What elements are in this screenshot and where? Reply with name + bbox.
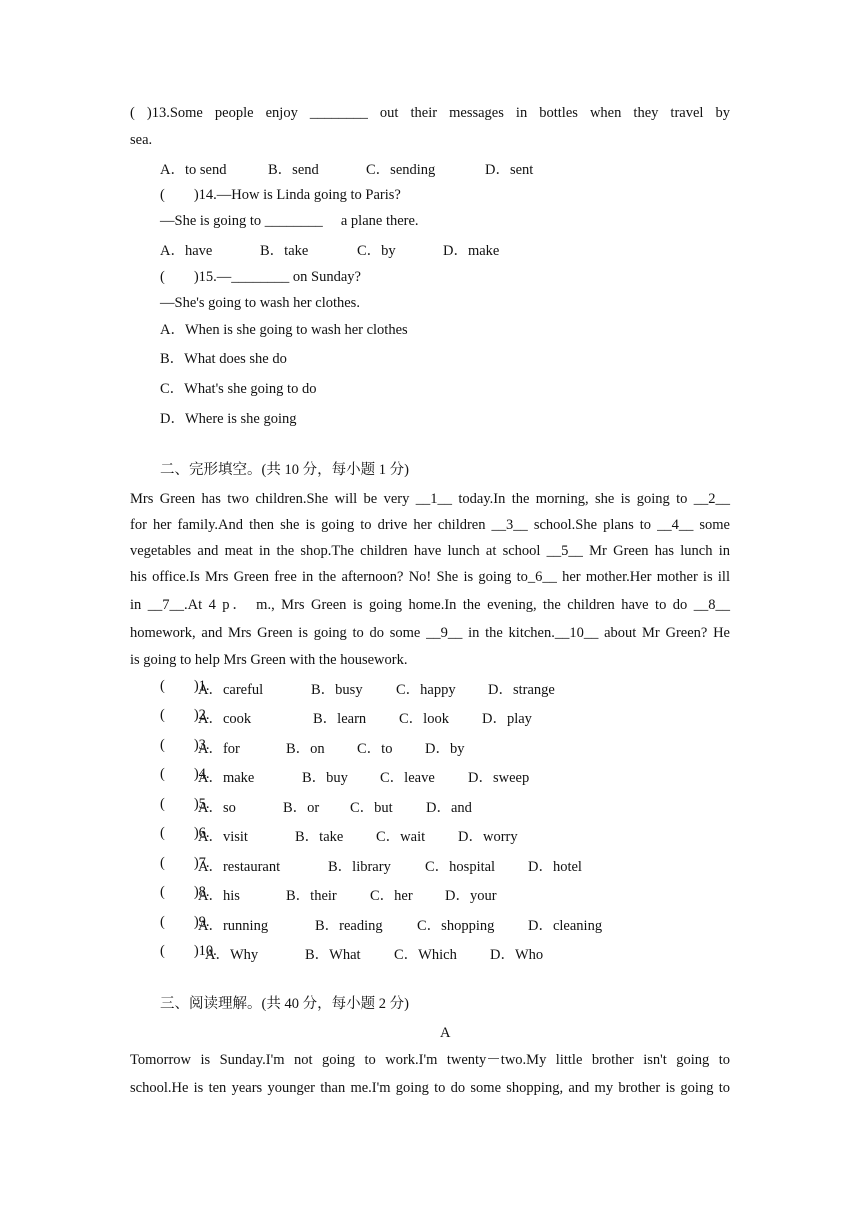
question-14-stem: ( )14.—How is Linda going to Paris? bbox=[160, 187, 401, 203]
option-a: A．for bbox=[198, 741, 240, 757]
passage-title: A bbox=[440, 1025, 451, 1041]
option-c: C．by bbox=[357, 243, 396, 259]
option-b: B．send bbox=[268, 162, 319, 178]
passage-line: is going to help Mrs Green with the housework. bbox=[130, 652, 408, 668]
question-number: ( )8. bbox=[160, 884, 210, 900]
question-number: ( )2. bbox=[160, 707, 210, 723]
option-d: D．hotel bbox=[528, 859, 582, 875]
section-2-heading: 二、完形填空。(共 10 分，每小题 1 分) bbox=[160, 462, 409, 478]
question-number: ( )3. bbox=[160, 737, 210, 753]
question-number: ( )7. bbox=[160, 855, 210, 871]
option-d: D．make bbox=[443, 243, 500, 259]
option-b: B．their bbox=[286, 888, 337, 904]
passage-line: Tomorrow is Sunday.I'm not going to work.I'm twenty－two.My little brother isn't going to bbox=[130, 1052, 730, 1068]
passage-line: in __7__.At 4 p． m., Mrs Green is going home.In the evening, the children have to do __8__ bbox=[130, 597, 730, 613]
option-d: D．sweep bbox=[468, 770, 530, 786]
option-b: B．reading bbox=[315, 918, 383, 934]
option-a: A．to send bbox=[160, 162, 227, 178]
option-c: C．look bbox=[399, 711, 449, 727]
option-d: D．by bbox=[425, 741, 465, 757]
option-d: D．worry bbox=[458, 829, 518, 845]
option-b: B．take bbox=[295, 829, 344, 845]
option-c: C．her bbox=[370, 888, 413, 904]
question-13-stem: ( )13.Some people enjoy ________ out their messages in bottles when they travel by bbox=[130, 105, 730, 121]
option-a: A．visit bbox=[198, 829, 248, 845]
question-number: ( )6. bbox=[160, 825, 210, 841]
question-number: ( )10. bbox=[160, 943, 217, 959]
question-number: ( )1. bbox=[160, 678, 210, 694]
passage-line: vegetables and meat in the shop.The children have lunch at school __5__ Mr Green has lunch in bbox=[130, 543, 730, 559]
option-c: C．hospital bbox=[425, 859, 496, 875]
option-c: C．happy bbox=[396, 682, 456, 698]
option-a: A．his bbox=[198, 888, 240, 904]
question-13-stem-cont: sea. bbox=[130, 132, 153, 148]
option-a: A．restaurant bbox=[198, 859, 281, 875]
option-b: B．learn bbox=[313, 711, 367, 727]
section-3-heading: 三、阅读理解。(共 40 分，每小题 2 分) bbox=[160, 996, 409, 1012]
option-a: A．careful bbox=[198, 682, 264, 698]
passage-line: for her family.And then she is going to drive her children __3__ school.She plans to __4__ some bbox=[130, 517, 730, 533]
option-a: A．so bbox=[198, 800, 236, 816]
option-c: C．What's she going to do bbox=[160, 381, 317, 397]
option-a: A．cook bbox=[198, 711, 252, 727]
option-d: D．and bbox=[426, 800, 472, 816]
question-number: ( )5. bbox=[160, 796, 210, 812]
option-c: C．Which bbox=[394, 947, 457, 963]
option-a: A．have bbox=[160, 243, 213, 259]
option-b: B．What does she do bbox=[160, 351, 287, 367]
question-14-stem-cont: —She is going to ________ a plane there. bbox=[160, 213, 419, 229]
option-c: C．wait bbox=[376, 829, 426, 845]
option-b: B．take bbox=[260, 243, 309, 259]
option-b: B．buy bbox=[302, 770, 348, 786]
option-d: D．Who bbox=[490, 947, 544, 963]
option-b: B．library bbox=[328, 859, 391, 875]
option-b: B．on bbox=[286, 741, 325, 757]
option-b: B．or bbox=[283, 800, 320, 816]
option-d: D．strange bbox=[488, 682, 555, 698]
option-c: C．to bbox=[357, 741, 393, 757]
question-number: ( )4. bbox=[160, 766, 210, 782]
passage-line: his office.Is Mrs Green free in the afternoon? No! She is going to_6__ her mother.Her mother is ill bbox=[130, 569, 730, 585]
option-c: C．but bbox=[350, 800, 393, 816]
option-c: C．leave bbox=[380, 770, 435, 786]
passage-line: Mrs Green has two children.She will be very __1__ today.In the morning, she is going to __2__ bbox=[130, 491, 730, 507]
option-d: D．sent bbox=[485, 162, 534, 178]
option-d: D．cleaning bbox=[528, 918, 603, 934]
option-d: D．Where is she going bbox=[160, 411, 297, 427]
option-a: A．running bbox=[198, 918, 269, 934]
question-15-stem-cont: —She's going to wash her clothes. bbox=[160, 295, 360, 311]
question-number: ( )9. bbox=[160, 914, 210, 930]
passage-line: homework, and Mrs Green is going to do some __9__ in the kitchen.__10__ about Mr Green? He bbox=[130, 625, 730, 641]
option-d: D．your bbox=[445, 888, 497, 904]
passage-line: school.He is ten years younger than me.I'm going to do some shopping, and my brother is going to bbox=[130, 1080, 730, 1096]
option-a: A．Why bbox=[205, 947, 259, 963]
option-a: A．make bbox=[198, 770, 255, 786]
option-d: D．play bbox=[482, 711, 532, 727]
question-15-stem: ( )15.—________ on Sunday? bbox=[160, 269, 361, 285]
option-b: B．What bbox=[305, 947, 361, 963]
option-c: C．shopping bbox=[417, 918, 495, 934]
option-a: A．When is she going to wash her clothes bbox=[160, 322, 408, 338]
option-c: C．sending bbox=[366, 162, 436, 178]
option-b: B．busy bbox=[311, 682, 363, 698]
